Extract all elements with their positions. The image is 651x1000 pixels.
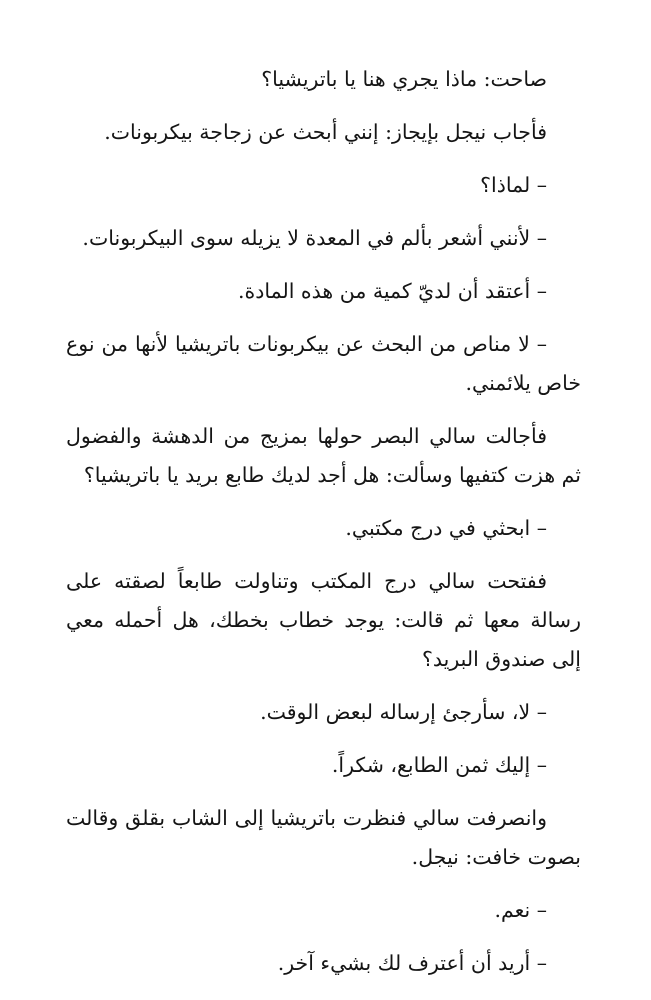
paragraph-7: فأجالت سالي البصر حولها بمزيج من الدهشة والفضول ثم هزت كتفيها وسألت: هل أجد لديك طابع بريد يا باتريشيا؟ (66, 424, 581, 487)
document-page (66, 60, 581, 997)
paragraph-13: – نعم. (494, 898, 547, 922)
paragraph-6: – لا مناص من البحث عن بيكربونات باتريشيا لأنها من نوع خاص يلائمني. (66, 332, 581, 395)
paragraph-9: ففتحت سالي درج المكتب وتناولت طابعاً لصقته على رسالة معها ثم قالت: يوجد خطاب بخطك، هل أحمله معي إلى صندوق البريد؟ (66, 569, 581, 671)
paragraph-11: – إليك ثمن الطابع، شكراً. (331, 753, 547, 777)
paragraph-2: فأجاب نيجل بإيجاز: إنني أبحث عن زجاجة بيكربونات. (104, 120, 547, 144)
paragraph-4: – لأنني أشعر بألم في المعدة لا يزيله سوى البيكربونات. (82, 226, 547, 250)
paragraph-3: – لماذا؟ (480, 173, 547, 197)
paragraph-10: – لا، سأرجئ إرساله لبعض الوقت. (260, 700, 547, 724)
paragraph-8: – ابحثي في درج مكتبي. (345, 516, 547, 540)
paragraph-12: وانصرفت سالي فنظرت باتريشيا إلى الشاب بقلق وقالت بصوت خافت: نيجل. (66, 806, 581, 869)
paragraph-1: صاحت: ماذا يجري هنا يا باتريشيا؟ (261, 67, 547, 91)
paragraph-14: – أريد أن أعترف لك بشيء آخر. (277, 951, 547, 975)
paragraph-5: – أعتقد أن لديّ كمية من هذه المادة. (237, 279, 547, 303)
